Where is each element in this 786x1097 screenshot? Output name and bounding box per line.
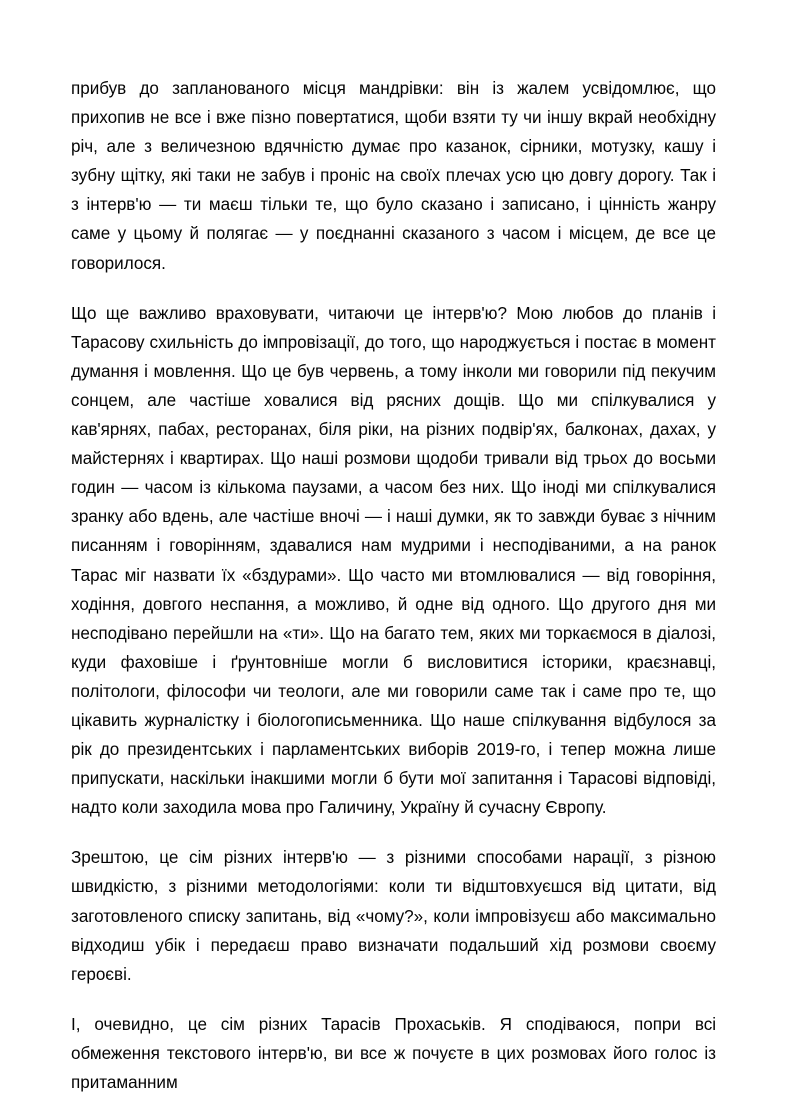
body-text-column	[71, 74, 716, 1097]
paragraph: Що ще важливо враховувати, читаючи це інтерв'ю? Мою любов до планів і Тарасову схильність до імпровізації, до того, що народжується і постає в момент думання і мовлення. Що це був червень, а тому інколи ми говорили під пекучим сонцем, але частіше ховалися від рясних дощів. Що ми спілкувалися у кав'ярнях, пабах, ресторанах, біля ріки, на різних подвір'ях, балконах, дахах, у майстернях і квартирах. Що наші розмови щодоби тривали від трьох до восьми годин — часом із кількома паузами, а часом без них. Що іноді ми спілкувалися зранку або вдень, але частіше вночі — і наші думки, як то завжди буває з нічним писанням і говорінням, здавалися нам мудрими і несподіваними, а на ранок Тарас міг назвати їх «бздурами». Що часто ми втомлювалися — від говоріння, ходіння, довгого неспання, а можливо, й одне від одного. Що другого дня ми несподівано перейшли на «ти». Що на багато тем, яких ми торкаємося в діалозі, куди фаховіше і ґрунтовніше могли б висловитися історики, краєзнавці, політологи, філософи чи теологи, але ми говорили саме так і саме про те, що цікавить журналістку і біологописьменника. Що наше спілкування відбулося за рік до президентських і парламентських виборів 2019-го, і тепер можна лише припускати, наскільки інакшими могли б бути мої запитання і Тарасові відповіді, надто коли заходила мова про Галичину, Україну й сучасну Європу.	[71, 303, 716, 818]
paragraph: Зрештою, це сім різних інтерв'ю — з різними способами нарації, з різною швидкістю, з різними методологіями: коли ти відштовхуєшся від цитати, від заготовленого списку запитань, від «чому?», коли імпровізуєш або максимально відходиш убік і передаєш право визначати подальший хід розмови своєму героєві.	[71, 848, 716, 984]
paragraph: прибув до запланованого місця мандрівки: він із жалем усвідомлює, що прихопив не все і вже пізно повертатися, щоби взяти ту чи іншу вкрай необхідну річ, але з величезною вдячністю думає про казанок, сірники, мотузку, кашу і зубну щітку, які таки не забув і проніс на своїх плечах усю цю довгу дорогу. Так і з інтерв'ю — ти маєш тільки те, що було сказано і записано, і цінність жанру саме у цьому й полягає — у поєднанні сказаного з часом і місцем, де все це говорилося.	[71, 79, 716, 273]
paragraph: І, очевидно, це сім різних Тарасів Прохаськів. Я сподіваюся, попри всі обмеження текстового інтерв'ю, ви все ж почуєте в цих розмовах його голос із притаманним	[71, 1014, 716, 1092]
